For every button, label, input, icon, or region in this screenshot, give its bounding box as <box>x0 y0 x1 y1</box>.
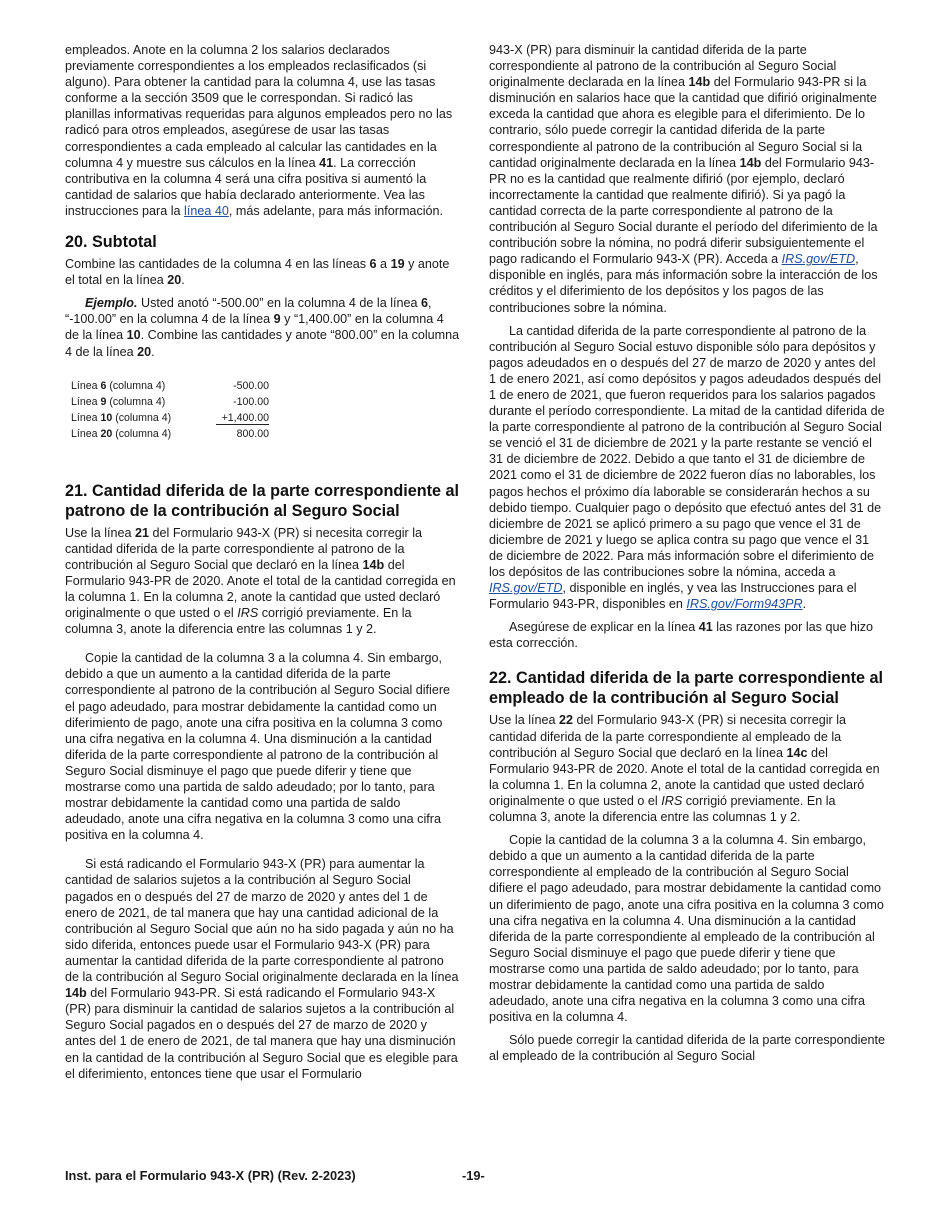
table-row: Línea 6 (columna 4) -500.00 <box>71 379 269 392</box>
page-footer <box>65 1168 885 1183</box>
table-row: Línea 10 (columna 4) +1,400.00 <box>71 411 269 424</box>
example-table <box>71 378 269 442</box>
heading-line-22: 22. Cantidad diferida de la parte correspondiente al empleado de la contribución al Seguro Social <box>489 669 884 708</box>
link-irs-etd-2[interactable]: IRS.gov/ETD <box>489 581 563 596</box>
footer-title: Inst. para el Formulario 943-X (PR) (Rev. 2-2023) <box>65 1168 356 1183</box>
link-irs-form943pr[interactable]: IRS.gov/Form943PR <box>686 597 803 612</box>
paragraph-line-22-b: Copie la cantidad de la columna 3 a la columna 4. Sin embargo, debido a que un aumento a la cantidad diferida de la parte correspondiente al empleado de la contribución al Seguro Social difiere el pago adeudado, para mostrar debidamente la cantidad como un diferimiento de pago, anote una cifra positiva en la columna 3 como una cifra negativa en la columna 4. Una disminución a la cantidad diferida de la parte correspondiente al empleado de la contribución al Seguro Social disminuye el pago que puede diferir y tiene que mostrarse como una partida de saldo adeudado; por lo tanto, para mostrar debidamente la cantidad como una partida de saldo adeudado, anote una cifra negativa en la columna 3 como una cifra positiva en la columna 4. <box>489 833 884 1025</box>
paragraph-line-22-c: Sólo puede corregir la cantidad diferida de la parte correspondiente al empleado de la contribución al Seguro Social <box>489 1033 885 1064</box>
table-row: Línea 9 (columna 4) -100.00 <box>71 395 269 408</box>
left-column <box>65 42 461 1089</box>
paragraph-explain-41: Asegúrese de explicar en la línea 41 las razones por las que hizo esta corrección. <box>489 620 874 651</box>
right-column <box>489 42 885 1071</box>
link-line-40[interactable]: línea 40 <box>184 203 229 218</box>
paragraph-line-22-a: Use la línea 22 del Formulario 943-X (PR) si necesita corregir la cantidad diferida de la parte correspondiente al empleado de la contribución al Seguro Social que declaró en la línea 14c del Formulario 943-PR de 2020. Anote el total de la cantidad corregida en la columna 1. En la columna 2, anote la cantidad que usted declaró originalmente o que usted o el IRS corrigió previamente. En la columna 3, anote la diferencia entre las columnas 1 y 2. <box>489 713 880 825</box>
paragraph-continued-right: 943-X (PR) para disminuir la cantidad diferida de la parte correspondiente al patrono de la contribución al Seguro Social originalmente declarada en la línea 14b del Formulario 943-PR si la disminución en salarios hace que la cantidad que difirió originalmente exceda la cantidad que ahora es elegible para el diferimiento. De lo contrario, sólo puede corregir la cantidad diferida de la parte correspondiente al patrono de la contribución al Seguro Social si la cantidad originalmente declarada en la línea 14b del Formulario 943-PR no es la cantidad que realmente difirió (por ejemplo, declaró incorrectamente la cantidad que realmente difirió). Si ya pagó la cantidad correcta de la parte correspondiente al patrono de la contribución al Seguro Social durante el período del diferimiento de la contribución sobre la nómina, no podrá diferir subsiguientemente el pago radicando el Formulario 943-X (PR). Acceda a IRS.gov/ETD, disponible en inglés, para más información sobre la interacción de los créditos y el diferimiento de los depósitos y los pagos de las contribuciones sobre la nómina. <box>489 43 878 315</box>
heading-line-20: 20. Subtotal <box>65 233 157 252</box>
paragraph-line-21-c: Si está radicando el Formulario 943-X (PR) para aumentar la cantidad de salarios sujetos a la contribución al Seguro Social pagados en o después del 27 de marzo de 2020 y antes del 1 de enero de 2021, de tal manera que hay una cantidad adicional de la contribución al Seguro Social que aún no ha sido pagada y aún no ha sido diferida, entonces puede usar el Formulario 943-X (PR) para aumentar la cantidad diferida de la parte correspondiente al patrono de la contribución al Seguro Social originalmente declarada en la línea 14b del Formulario 943-PR. Si está radicando el Formulario 943-X (PR) para disminuir la cantidad de salarios sujetos a la contribución al Seguro Social pagados en o después del 27 de marzo de 2020 y antes del 1 de enero de 2021, de tal manera que hay una disminución en la cantidad de la contribución al Seguro Social que es elegible para el diferimiento, entonces tiene que usar el Formulario <box>65 857 459 1081</box>
table-row: Línea 20 (columna 4) 800.00 <box>71 427 269 440</box>
paragraph-line-21-a: Use la línea 21 del Formulario 943-X (PR) si necesita corregir la cantidad diferida de la parte correspondiente al patrono de la contribución al Seguro Social que declaró en la línea 14b del Formulario 943-PR de 2020. Anote el total de la cantidad corregida en la columna 1. En la columna 2, anote la cantidad que usted declaró originalmente o que usted o el IRS corrigió previamente. En la columna 3, anote la diferencia entre las columnas 1 y 2. <box>65 525 456 637</box>
paragraph-line-21-b: Copie la cantidad de la columna 3 a la columna 4. Sin embargo, debido a que un aumento a la cantidad diferida de la parte correspondiente al patrono de la contribución al Seguro Social difiere el pago adeudado, para mostrar debidamente la cantidad como un diferimiento de pago, anote una cifra positiva en la columna 3 como una cifra negativa en la columna 4. Una disminución a la cantidad diferida de la parte correspondiente al patrono de la contribución al Seguro Social disminuye el pago que puede diferir y tiene que mostrarse como una partida de saldo adeudado; por lo tanto, para mostrar debidamente la cantidad como una partida de saldo adeudado, anote una cifra negativa en la columna 3 como una cifra positiva en la columna 4. <box>65 651 451 843</box>
link-irs-etd[interactable]: IRS.gov/ETD <box>781 252 856 267</box>
heading-line-21: 21. Cantidad diferida de la parte correspondiente al patrono de la contribución al Seguro Social <box>65 481 460 520</box>
paragraph-deferral-info: La cantidad diferida de la parte correspondiente al patrono de la contribución al Seguro Social estuvo disponible sólo para depósitos y pagos adeudados en o después del 27 de marzo de 2020 y antes del 1 de enero 2021, así como depósitos y pagos adeudados después del 1 de enero de 2021, que fueron requeridos para los salarios pagados durante el período correspondiente. La mitad de la cantidad diferida de la parte correspondiente al patrono de la contribución al Seguro Social se venció el 31 de diciembre de 2021 y la parte restante se venció el 31 de diciembre de 2022. Debido a que tanto el 31 de diciembre de 2021 como el 31 de diciembre de 2022 fueron días no laborables, los pagos hechos el próximo día laborable se considerarán hechos a su debido tiempo. Cualquier pago o depósito que efectuó antes del 31 de diciembre de 2021 se aplicó primero a su pago que vence el 31 de diciembre de 2021 y luego se aplica contra su pago que vence el 31 de diciembre de 2022. Para más información sobre el diferimiento de los depósitos de las contribuciones sobre la nómina, acceda a IRS.gov/ETD, disponible en inglés, y vea las Instrucciones para el Formulario 943-PR, disponibles en IRS.gov/Form943PR. <box>489 323 885 612</box>
paragraph-example: Ejemplo. Usted anotó “-500.00” en la columna 4 de la línea 6, “-100.00” en la columna 4 de la línea 9 y “1,400.00” en la columna 4 de la línea 10. Combine las cantidades y anote “800.00” en la columna 4 de la línea 20. <box>65 296 460 359</box>
paragraph-line-20: Combine las cantidades de la columna 4 en las líneas 6 a 19 y anote el total en la línea 20. <box>65 257 450 288</box>
paragraph-continued: empleados. Anote en la columna 2 los salarios declarados previamente correspondientes a los empleados reclasificados (si alguno). Para obtener la cantidad para la columna 4, use las tasas conforme a la sección 3509 que le correspondan. Si radicó las planillas informativas requeridas para algunos empleados pero no las radicó para otros empleados, asegúrese de usar las tasas correspondientes a cada empleado al calcular las cantidades en la columna 4 y muestre sus cálculos en la línea 41. La corrección contributiva en la columna 4 será una cifra positiva si aumentó la cantidad de salarios que había declarado anteriormente. Vea las instrucciones para la línea 40, más adelante, para más información. <box>65 43 453 218</box>
page-number: -19- <box>462 1168 485 1183</box>
